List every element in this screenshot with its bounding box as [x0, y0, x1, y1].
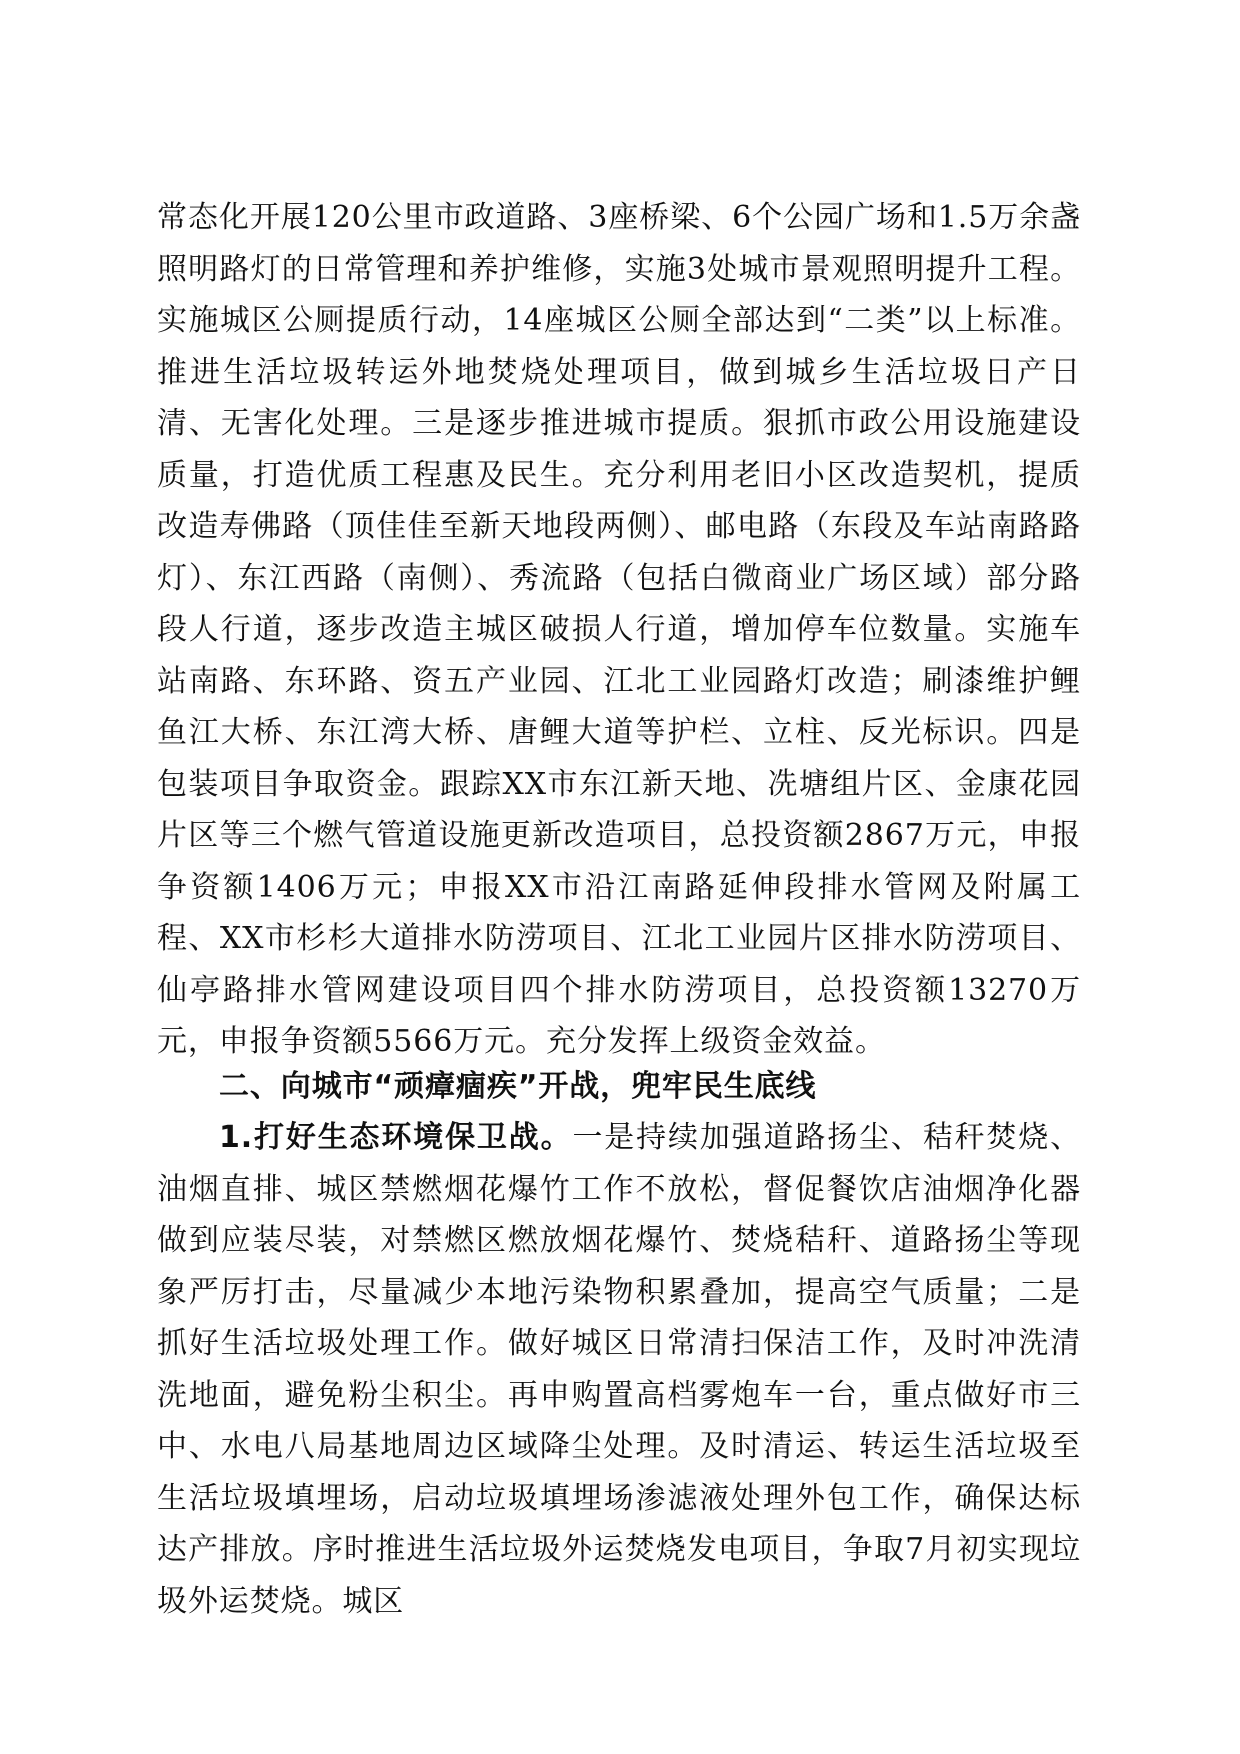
- paragraph-text: 常态化开展120公里市政道路、3座桥梁、6个公园广场和1.5万余盏照明路灯的日常管理和养护维修，实施3处城市景观照明提升工程。实施城区公厕提质行动，14座城区公厕全部达到“二类”以上标准。推进生活垃圾转运外地焚烧处理项目，做到城乡生活垃圾日产日清、无害化处理。三是逐步推进城市提质。狠抓市政公用设施建设质量，打造优质工程惠及民生。充分利用老旧小区改造契机，提质改造寿佛路（顶佳佳至新天地段两侧）、邮电路（东段及车站南路路灯）、东江西路（南侧）、秀流路（包括白微商业广场区域）部分路段人行道，逐步改造主城区破损人行道，增加停车位数量。实施车站南路、东环路、资五产业园、江北工业园路灯改造；刷漆维护鲤鱼江大桥、东江湾大桥、唐鲤大道等护栏、立柱、反光标识。四是包装项目争取资金。跟踪XX市东江新天地、冼塘组片区、金康花园片区等三个燃气管道设施更新改造项目，总投资额2867万元，申报争资额1406万元；申报XX市沿江南路延伸段排水管网及附属工程、XX市杉杉大道排水防涝项目、江北工业园片区排水防涝项目、仙亭路排水管网建设项目四个排水防涝项目，总投资额13270万元，申报争资额5566万元。充分发挥上级资金效益。: [157, 200, 1081, 1059]
- paragraph-lead: 1.打好生态环境保卫战。: [219, 1120, 573, 1155]
- paragraph-body: 一是持续加强道路扬尘、秸秆焚烧、油烟直排、城区禁燃烟花爆竹工作不放松，督促餐饮店油烟净化器做到应装尽装，对禁燃区燃放烟花爆竹、焚烧秸秆、道路扬尘等现象严厉打击，尽量减少本地污染物积累叠加，提高空气质量；二是抓好生活垃圾处理工作。做好城区日常清扫保洁工作，及时冲洗清洗地面，避免粉尘积尘。再申购置高档雾炮车一台，重点做好市三中、水电八局基地周边区域降尘处理。及时清运、转运生活垃圾至生活垃圾填埋场，启动垃圾填埋场渗滤液处理外包工作，确保达标达产排放。序时推进生活垃圾外运焚烧发电项目，争取7月初实现垃圾外运焚烧。城区: [157, 1120, 1081, 1619]
- section-heading: 二、向城市“顽瘴痼疾”开战，兜牢民生底线: [219, 1069, 817, 1104]
- paragraph-text: [157, 1112, 1081, 1627]
- body-paragraph-1: [157, 192, 1081, 1068]
- body-paragraph-2: [157, 1112, 1081, 1627]
